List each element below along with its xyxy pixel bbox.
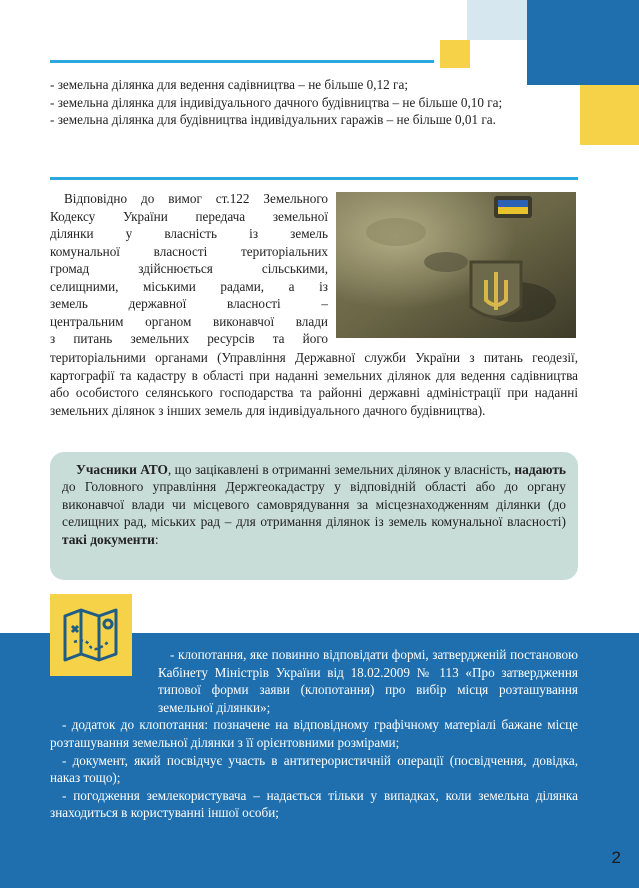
top-divider bbox=[50, 60, 434, 63]
callout-bold-subject: Учасники АТО bbox=[76, 462, 168, 477]
callout-bold-verb: надають bbox=[514, 462, 567, 477]
deco-square-yellow-small bbox=[440, 40, 470, 68]
body-paragraph-continued: територіальними органами (Управління Державної служби України з питань геодезії, картографії та кадастру в області при наданні земельних ділянок для ведення садівництва або особистого селянського господарства та районні державні адміністрації при наданні земельних ділянок з інших земель для індивідуального дачного будівництва). bbox=[50, 350, 578, 418]
deco-square-blue bbox=[527, 0, 639, 85]
callout-colon: : bbox=[154, 531, 159, 547]
area-limits-list bbox=[50, 76, 578, 129]
list-item: - клопотання, яке повинно відповідати формі, затвердженій постановою Кабінету Міністрів України від 18.02.2009 № 113 «Про затвердження типової форми заяви (клопотання) про вибір місця розташування земельної ділянки»; bbox=[158, 647, 578, 715]
list-item: - земельна ділянка для ведення садівництва – не більше 0,12 га; bbox=[50, 77, 408, 92]
callout-text: до Головного управління Держгеокадастру у відповідній області або до органу виконавчої влади чи місцевого самоврядування за місцезнаходженням ділянки (до селищних рад, міських рад – для отримання ділянок із земель комунальної власності) bbox=[62, 479, 566, 530]
deco-square-yellow-right bbox=[580, 85, 639, 145]
deco-square-pale bbox=[467, 0, 527, 40]
text-line: Відповідно до вимог ст.122 Земельного bbox=[64, 191, 328, 206]
text-line: Кодексу України передача земельної bbox=[50, 208, 328, 224]
text-line: селищними, міськими радами, а із bbox=[50, 278, 328, 294]
list-item: - погодження землекористувача – надається тільки у випадках, коли земельна ділянка знаходиться в користуванні іншої особи; bbox=[50, 787, 578, 821]
text-line: центральним органом виконавчої влади bbox=[50, 313, 328, 329]
section-divider bbox=[50, 177, 578, 180]
soldier-emblem-photo bbox=[336, 192, 576, 338]
text-line: земель державної власності – bbox=[50, 296, 328, 311]
callout-text: , що зацікавлені в отриманні земельних ділянок у власність, bbox=[167, 462, 515, 477]
page-number: 2 bbox=[611, 848, 621, 867]
list-item: - додаток до клопотання: позначене на відповідному графічному матеріалі бажане місце розташування земельної ділянки з її орієнтовними розмірами; bbox=[50, 717, 578, 750]
text-line: комунальної власності територіальних bbox=[50, 243, 328, 259]
callout-bold-object: такі документи bbox=[62, 531, 155, 547]
text-line: з питань земельних ресурсів та його bbox=[50, 331, 328, 346]
ato-participants-callout bbox=[50, 452, 578, 580]
list-item: - документ, який посвідчує участь в антитерористичній операції (посвідчення, довідка, наказ тощо); bbox=[50, 752, 578, 786]
required-documents-list bbox=[50, 646, 578, 822]
body-paragraph-wrapped bbox=[50, 190, 328, 348]
text-line: ділянки у власність із земель bbox=[50, 226, 328, 241]
list-item: - земельна ділянка для індивідуального дачного будівництва – не більше 0,10 га; bbox=[50, 94, 503, 110]
text-line: громад здійснюється сільськими, bbox=[50, 261, 328, 276]
list-item: - земельна ділянка для будівництва індивідуальних гаражів – не більше 0,01 га. bbox=[50, 112, 496, 128]
